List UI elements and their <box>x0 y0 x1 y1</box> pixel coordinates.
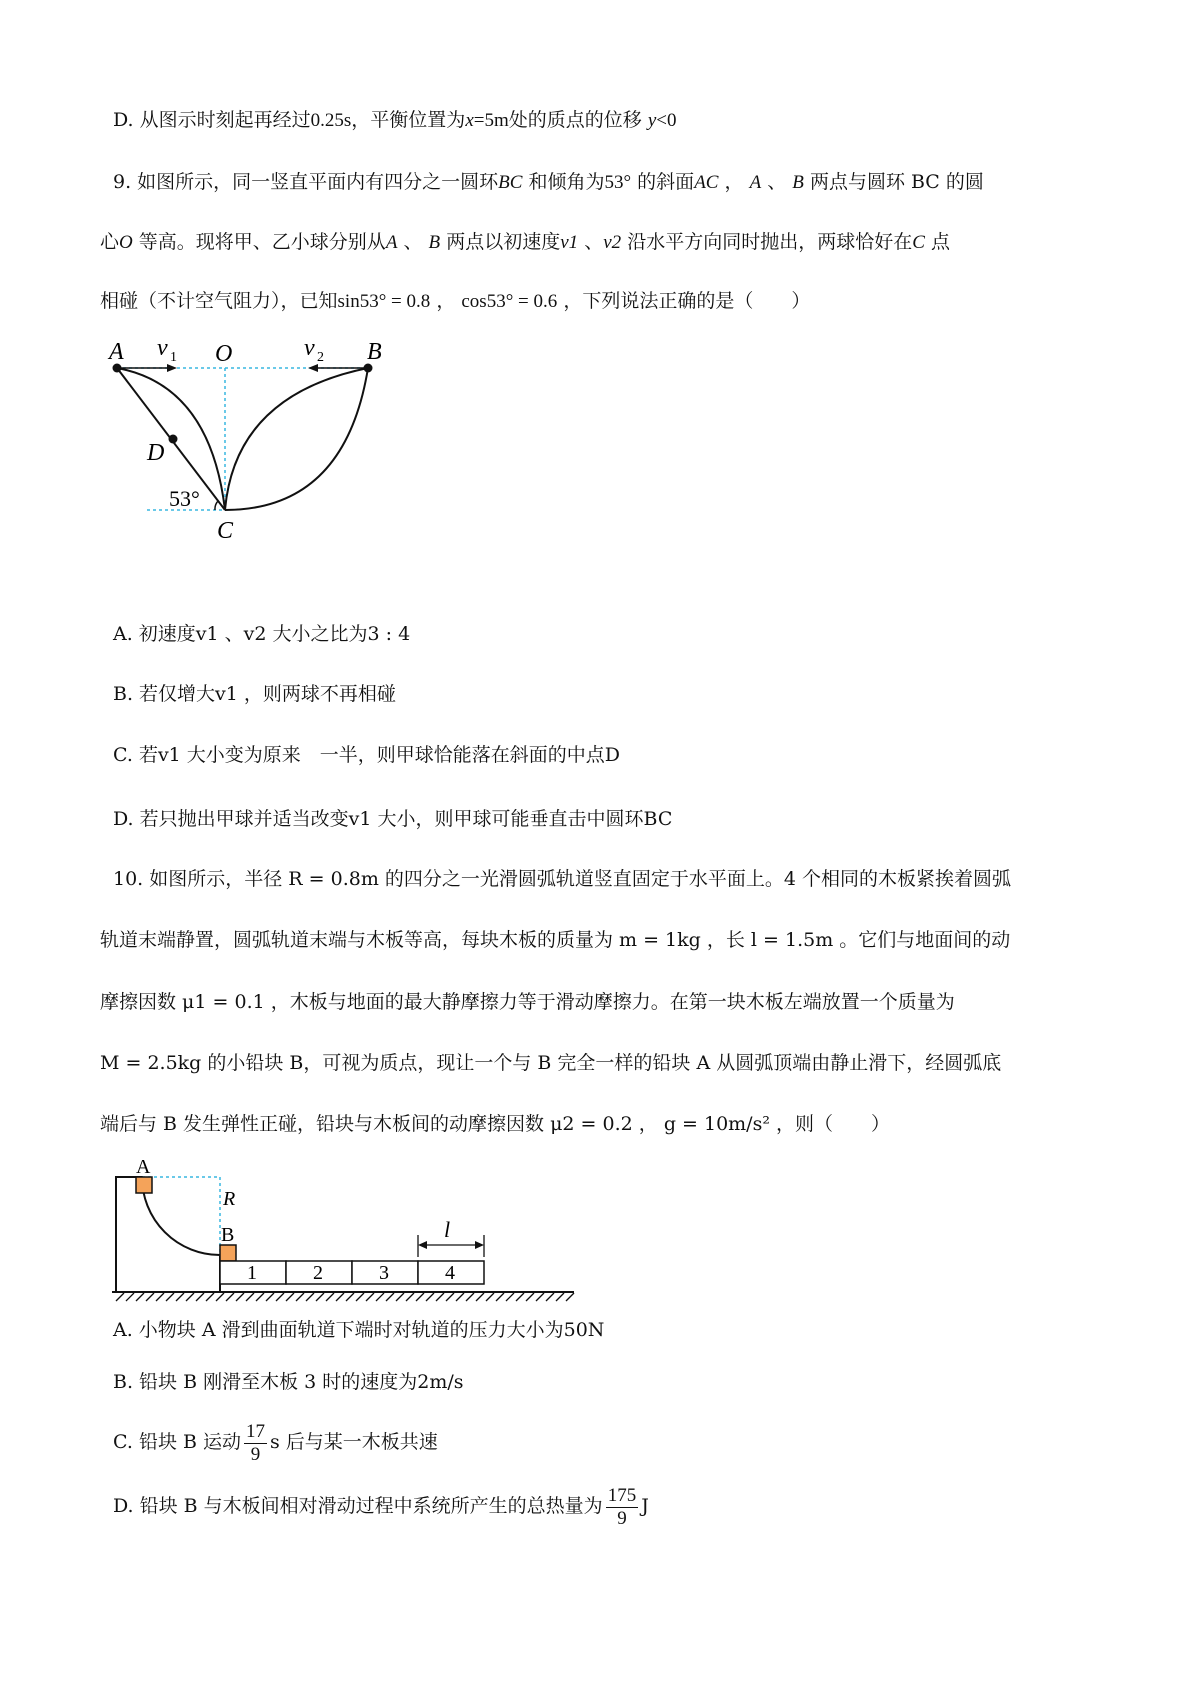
q10-option-c-pre: C. 铅块 B 运动 <box>113 1431 241 1453</box>
q8d-text-3: 处的质点的位移 <box>508 109 642 131</box>
q9-t3: 的斜面 <box>637 171 695 193</box>
fig9-label-c: C <box>217 518 234 544</box>
fig10-board-3: 3 <box>379 1262 389 1284</box>
q8d-time: 0.25s <box>310 110 352 131</box>
q9-ac: AC <box>694 172 719 193</box>
q10-option-c-post: s 后与某一木板共速 <box>269 1431 438 1453</box>
q8d-text-2: ，平衡位置为 <box>351 109 466 131</box>
q8d-yval: <0 <box>656 110 677 131</box>
q8-option-d <box>113 108 676 133</box>
q9-stem-line-3 <box>100 289 810 314</box>
q9-t14: 相碰（不计空气阻力），已知 <box>100 290 338 312</box>
q8d-x: x <box>465 110 474 131</box>
q9-t5: 、 <box>767 171 787 193</box>
q9-cos: cos53° = 0.6 <box>461 291 558 312</box>
q10-figure <box>100 1145 580 1305</box>
q9-t1: 9. 如图所示，同一竖直平面内有四分之一圆环 <box>113 171 499 193</box>
q9-t4: ， <box>724 171 744 193</box>
q10-stem-line-1: 10. 如图所示，半径 R = 0.8m 的四分之一光滑圆弧轨道竖直固定于水平面上。4 个相同的木板紧挨着圆弧 <box>113 868 1012 890</box>
q8d-xval: =5m <box>473 110 509 131</box>
q10-stem-line-2: 轨道末端静置，圆弧轨道末端与木板等高，每块木板的质量为 m = 1kg ，长 l = 1.5m 。它们与地面间的动 <box>100 929 1011 951</box>
q9-t16: ，下列说法正确的是（ ） <box>563 290 811 312</box>
q10-option-d-fraction <box>606 1485 639 1530</box>
fig9-label-o: O <box>215 341 233 367</box>
q9-t10: 两点以初速度 <box>446 231 561 253</box>
fig9-label-angle: 53° <box>169 486 200 511</box>
fig10-board-4: 4 <box>445 1262 455 1284</box>
q10-option-b: B. 铅块 B 刚滑至木板 3 时的速度为2m/s <box>113 1371 464 1393</box>
q9-v2: v2 <box>603 232 622 253</box>
q9-option-b: B. 若仅增大v1 ，则两球不再相碰 <box>113 683 396 705</box>
q10-option-d-num: 175 <box>607 1484 637 1506</box>
q9-sin: sin53° = 0.8 <box>337 291 431 312</box>
q9-t13: 点 <box>930 231 950 253</box>
q9-t6: 两点与圆环 BC 的圆 <box>809 171 984 193</box>
q9-option-c: C. 若v1 大小变为原来 一半，则甲球恰能落在斜面的中点D <box>113 744 621 766</box>
q9-figure <box>105 335 405 545</box>
q10-stem-line-3: 摩擦因数 μ1 = 0.1 ，木板与地面的最大静摩擦力等于滑动摩擦力。在第一块木板左端放置一个质量为 <box>100 991 955 1013</box>
q10-option-d <box>113 1476 649 1536</box>
q9-option-d: D. 若只抛出甲球并适当改变v1 大小，则甲球可能垂直击中圆环BC <box>113 808 673 830</box>
q10-option-d-pre: D. 铅块 B 与木板间相对滑动过程中系统所产生的总热量为 <box>113 1495 603 1517</box>
q9-t2: 和倾角为 <box>528 171 605 193</box>
q9-t15: ， <box>436 290 456 312</box>
fig10-label-a: A <box>136 1156 151 1178</box>
fig9-label-v1: v <box>157 335 168 361</box>
q10-option-c-den: 9 <box>250 1443 261 1465</box>
q9-c: C <box>912 232 925 253</box>
q9-v1: v1 <box>560 232 579 253</box>
fig10-label-l: l <box>444 1217 451 1242</box>
q9-angle: 53° <box>604 172 632 193</box>
fig10-board-2: 2 <box>313 1262 323 1284</box>
q10-option-d-den: 9 <box>617 1507 627 1529</box>
q9-bc: BC <box>498 172 523 193</box>
q10-option-c-num: 17 <box>245 1420 265 1442</box>
q8d-y: y <box>647 110 657 131</box>
fig10-label-b: B <box>221 1224 235 1246</box>
q10-stem-line-4: M = 2.5kg 的小铅块 B，可视为质点，现让一个与 B 完全一样的铅块 A 从圆弧顶端由静止滑下，经圆弧底 <box>100 1052 1002 1074</box>
q9-t7: 心 <box>100 231 120 253</box>
fig9-label-v1-sub: 1 <box>170 350 177 365</box>
q9-t11: 、 <box>584 231 604 253</box>
q9-b: B <box>792 172 804 193</box>
q9-stem-line-2 <box>100 230 950 255</box>
q9-t8: 等高。现将甲、乙小球分别从 <box>138 231 386 253</box>
q9-b2: B <box>428 232 441 253</box>
q9-option-a: A. 初速度v1 、v2 大小之比为3 : 4 <box>113 623 411 645</box>
q10-option-d-post: J <box>641 1495 649 1517</box>
fig9-label-v2: v <box>304 335 315 361</box>
q9-t12: 沿水平方向同时抛出，两球恰好在 <box>627 231 913 253</box>
q10-option-c-fraction <box>244 1421 267 1466</box>
q10-stem-line-5: 端后与 B 发生弹性正碰，铅块与木板间的动摩擦因数 μ2 = 0.2 ， g = 10m/s² ，则（ ） <box>100 1113 890 1135</box>
fig10-label-r: R <box>223 1188 236 1210</box>
fig10-board-1: 1 <box>247 1262 257 1284</box>
q9-a: A <box>749 172 762 193</box>
fig9-label-b: B <box>367 339 382 365</box>
fig9-label-a: A <box>109 339 124 365</box>
q9-o: O <box>119 232 133 253</box>
q10-option-a: A. 小物块 A 滑到曲面轨道下端时对轨道的压力大小为50N <box>113 1319 605 1341</box>
q10-option-c <box>113 1412 438 1472</box>
q8d-text-1: D. 从图示时刻起再经过 <box>113 109 311 131</box>
q9-stem-line-1 <box>113 170 984 195</box>
fig9-label-d: D <box>147 440 165 466</box>
fig9-label-v2-sub: 2 <box>317 350 324 365</box>
q9-t9: 、 <box>403 231 423 253</box>
q9-a2: A <box>385 232 398 253</box>
